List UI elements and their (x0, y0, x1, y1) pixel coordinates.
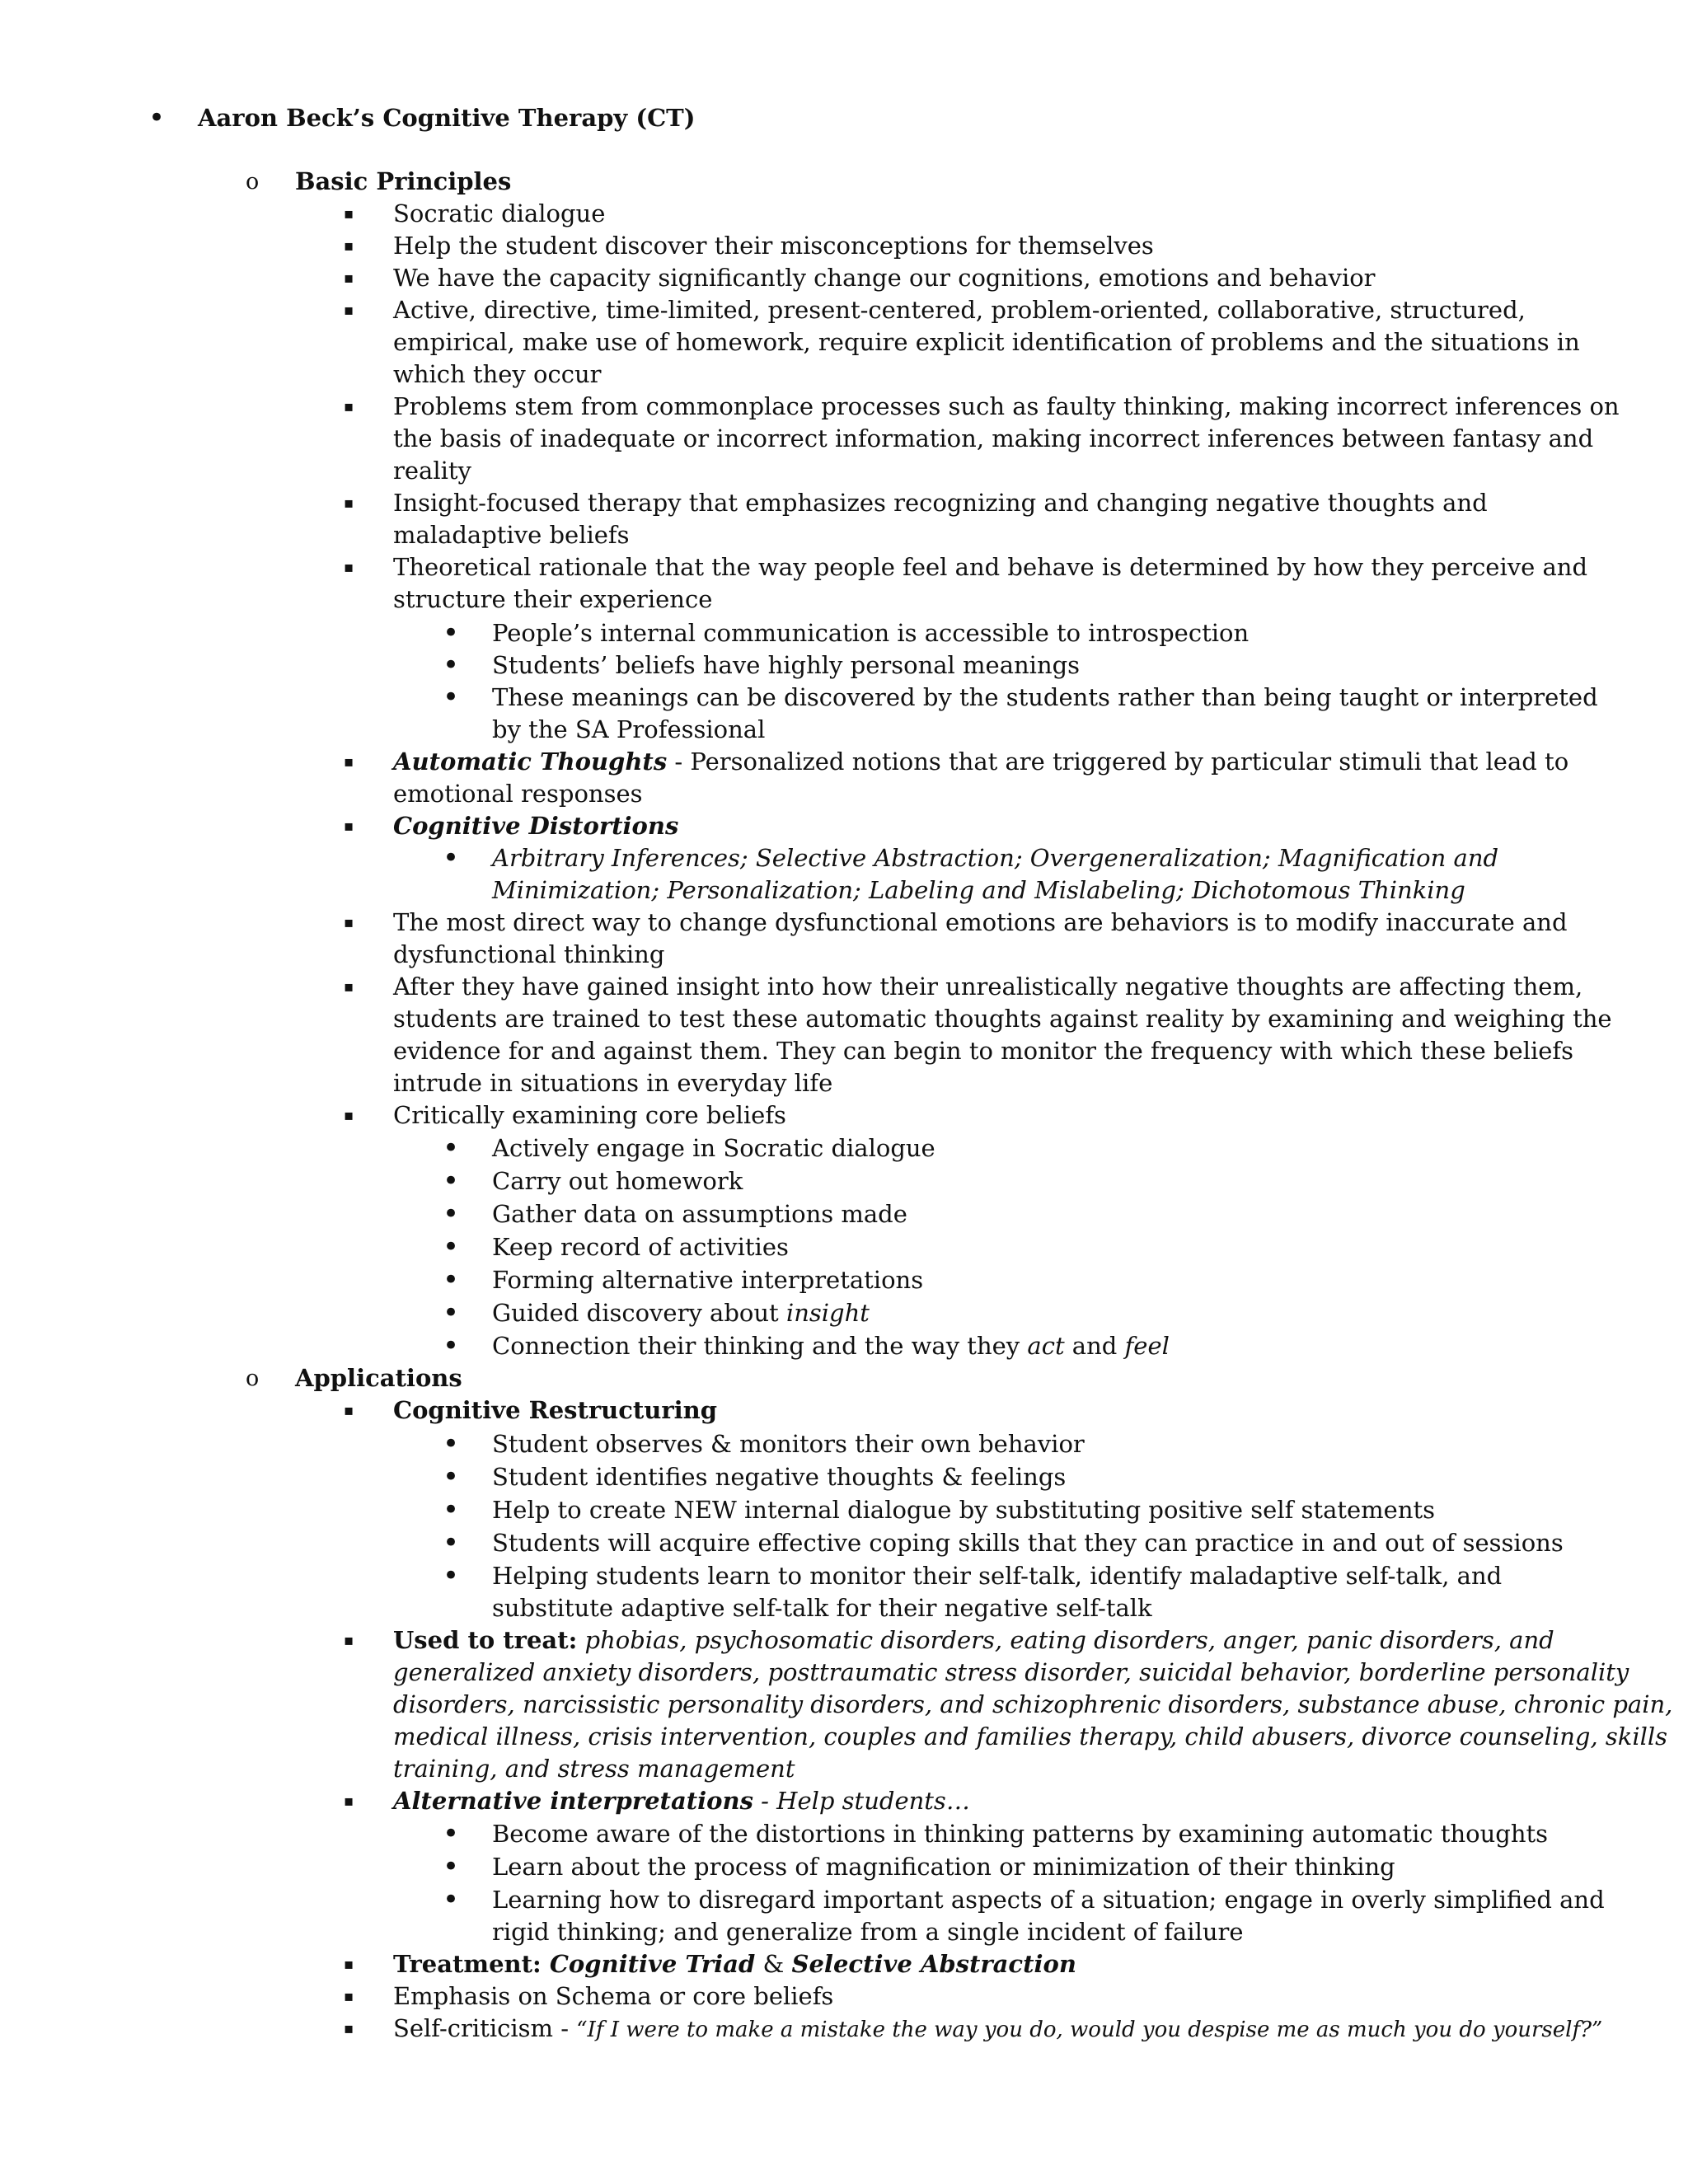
bullet-marker: • (443, 681, 460, 714)
text-run: Guided discovery about (492, 1299, 786, 1327)
bullet-marker: • (443, 1427, 460, 1460)
sub-list-item-guided-discovery (492, 1297, 870, 1329)
list-item: Socratic dialogue (393, 199, 606, 227)
square-marker: ▪ (344, 1793, 354, 1810)
square-marker: ▪ (344, 302, 354, 319)
square-marker: ▪ (344, 237, 354, 255)
term-selective-abstraction: Selective Abstraction (791, 1950, 1076, 1978)
square-marker: ▪ (344, 818, 354, 835)
bullet-marker: • (148, 101, 166, 134)
list-item: Help the student discover their misconceptions for themselves (393, 232, 1154, 260)
bullet-marker: • (443, 616, 460, 649)
section-heading-basic-principles: Basic Principles (295, 167, 512, 195)
document-title: Aaron Beck’s Cognitive Therapy (CT) (198, 104, 696, 132)
bullet-marker: • (443, 1197, 460, 1230)
label-self-criticism: Self-criticism - (393, 2014, 577, 2042)
term-alternative-interpretations: Alternative interpretations (393, 1787, 753, 1815)
text-run: phobias, psychosomatic disorders, eating disorders, anger, panic disorders, and (577, 1626, 1554, 1654)
square-marker: ▪ (344, 1402, 354, 1419)
emphasis-act: act (1027, 1332, 1065, 1360)
list-item: The most direct way to change dysfunctional emotions are behaviors is to modify inaccurate and (393, 908, 1568, 936)
bullet-marker: • (443, 1263, 460, 1296)
list-item-continuation: students are trained to test these automatic thoughts against reality by examining and weighing the (393, 1005, 1612, 1033)
square-marker: ▪ (344, 1988, 354, 2005)
list-item-continuation: the basis of inadequate or incorrect information, making incorrect inferences between fantasy and (393, 424, 1594, 452)
bullet-marker: • (443, 1526, 460, 1559)
list-item: Problems stem from commonplace processes such as faulty thinking, making incorrect inferences on (393, 392, 1620, 420)
emphasis-insight: insight (785, 1299, 870, 1327)
bullet-marker: • (443, 1559, 460, 1592)
list-item-continuation: structure their experience (393, 585, 713, 613)
sub-list-item: Become aware of the distortions in thinking patterns by examining automatic thoughts (492, 1820, 1549, 1848)
bullet-marker: • (443, 1329, 460, 1362)
bullet-marker: • (443, 1850, 460, 1883)
text-run: Connection their thinking and the way they (492, 1332, 1028, 1360)
list-item: Active, directive, time-limited, present-centered, problem-oriented, collaborative, structured, (393, 296, 1526, 324)
label-treatment: Treatment: (393, 1950, 550, 1978)
sub-list-item: Forming alternative interpretations (492, 1266, 924, 1294)
quote: “If I were to make a mistake the way you do, would you despise me as much you do yourself?” (576, 2018, 1603, 2042)
sub-list-item: Students will acquire effective coping skills that they can practice in and out of sessions (492, 1529, 1564, 1557)
subheading-cognitive-restructuring: Cognitive Restructuring (393, 1396, 718, 1424)
list-item-continuation: disorders, narcissistic personality disorders, and schizophrenic disorders, substance abuse, chronic pain, (393, 1690, 1673, 1718)
bullet-marker: • (443, 1883, 460, 1916)
square-marker: ▪ (344, 1107, 354, 1124)
list-item-continuation: empirical, make use of homework, require explicit identification of problems and the situations in (393, 328, 1580, 356)
list-item-continuation: intrude in situations in everyday life (393, 1069, 833, 1097)
sub-list-item-continuation: rigid thinking; and generalize from a single incident of failure (492, 1918, 1244, 1946)
sub-list-item: Actively engage in Socratic dialogue (492, 1134, 935, 1162)
bullet-marker: • (443, 1493, 460, 1526)
bullet-marker: • (443, 649, 460, 682)
text-run: - Help students… (753, 1787, 970, 1815)
list-item-alternative-interpretations (393, 1785, 970, 1817)
sub-list-item-continuation: substitute adaptive self-talk for their negative self-talk (492, 1594, 1152, 1622)
square-marker: ▪ (344, 494, 354, 512)
sub-list-item: Learning how to disregard important aspects of a situation; engage in overly simplified and (492, 1886, 1605, 1914)
sub-list-item-continuation: by the SA Professional (492, 715, 766, 743)
bullet-marker: • (443, 841, 460, 874)
sub-list-item: Carry out homework (492, 1167, 743, 1195)
emphasis-feel: feel (1124, 1332, 1170, 1360)
list-item: Insight-focused therapy that emphasizes recognizing and changing negative thoughts and (393, 489, 1488, 517)
label-used-to-treat: Used to treat: (393, 1626, 578, 1654)
list-item-self-criticism (393, 2013, 1602, 2046)
list-item: Critically examining core beliefs (393, 1101, 786, 1129)
square-marker: ▪ (344, 269, 354, 287)
square-marker: ▪ (344, 2020, 354, 2037)
term-automatic-thoughts: Automatic Thoughts (393, 748, 668, 776)
square-marker: ▪ (344, 1956, 354, 1973)
sub-list-item: Keep record of activities (492, 1233, 789, 1261)
list-item: After they have gained insight into how their unrealistically negative thoughts are affecting them, (393, 972, 1583, 1001)
sub-list-item: Learn about the process of magnification or minimization of their thinking (492, 1853, 1395, 1881)
list-item: We have the capacity significantly change our cognitions, emotions and behavior (393, 264, 1376, 292)
square-marker: ▪ (344, 978, 354, 996)
square-marker: ▪ (344, 753, 354, 771)
list-item-continuation: maladaptive beliefs (393, 521, 630, 549)
bullet-marker: • (443, 1165, 460, 1197)
circle-marker: o (246, 169, 260, 194)
sub-list-item: Gather data on assumptions made (492, 1200, 907, 1228)
sub-list-item: Helping students learn to monitor their self-talk, identify maladaptive self-talk, and (492, 1562, 1503, 1590)
sub-list-item-connection (492, 1330, 1170, 1362)
list-item-continuation: evidence for and against them. They can begin to monitor the frequency with which these beliefs (393, 1037, 1574, 1065)
text-run: & (755, 1950, 792, 1978)
list-item-continuation: medical illness, crisis intervention, couples and families therapy, child abusers, divorce counseling, skills (393, 1722, 1668, 1750)
list-item-continuation: emotional responses (393, 780, 643, 808)
list-item-continuation: which they occur (393, 360, 602, 388)
bullet-marker: • (443, 1460, 460, 1493)
square-marker: ▪ (344, 559, 354, 576)
sub-list-item: Arbitrary Inferences; Selective Abstraction; Overgeneralization; Magnification and (492, 844, 1499, 872)
square-marker: ▪ (344, 205, 354, 223)
square-marker: ▪ (344, 1632, 354, 1649)
list-item: Emphasis on Schema or core beliefs (393, 1982, 834, 2010)
sub-list-item: Student identifies negative thoughts & feelings (492, 1463, 1067, 1491)
term-definition: - Personalized notions that are triggered by particular stimuli that lead to (667, 748, 1569, 776)
term-cognitive-triad: Cognitive Triad (549, 1950, 756, 1978)
list-item-used-to-treat (393, 1624, 1554, 1657)
section-heading-applications: Applications (295, 1364, 462, 1392)
list-item-continuation: generalized anxiety disorders, posttraumatic stress disorder, suicidal behavior, borderline personality (393, 1658, 1629, 1686)
bullet-marker: • (443, 1296, 460, 1329)
square-marker: ▪ (344, 398, 354, 415)
circle-marker: o (246, 1366, 260, 1391)
sub-list-item-continuation: Minimization; Personalization; Labeling and Mislabeling; Dichotomous Thinking (492, 876, 1465, 904)
square-marker: ▪ (344, 914, 354, 931)
list-item-continuation: dysfunctional thinking (393, 940, 665, 968)
list-item-treatment (393, 1948, 1076, 1980)
bullet-marker: • (443, 1817, 460, 1850)
sub-list-item: Help to create NEW internal dialogue by substituting positive self statements (492, 1496, 1436, 1524)
bullet-marker: • (443, 1132, 460, 1165)
term-cognitive-distortions: Cognitive Distortions (393, 812, 679, 840)
sub-list-item: Students’ beliefs have highly personal meanings (492, 651, 1081, 679)
sub-list-item: Student observes & monitors their own behavior (492, 1430, 1085, 1458)
sub-list-item: These meanings can be discovered by the students rather than being taught or interpreted (492, 683, 1598, 711)
bullet-marker: • (443, 1230, 460, 1263)
sub-list-item: People’s internal communication is accessible to introspection (492, 619, 1250, 647)
list-item-automatic-thoughts (393, 746, 1568, 778)
text-run: and (1064, 1332, 1125, 1360)
list-item-continuation: training, and stress management (393, 1755, 795, 1783)
list-item: Theoretical rationale that the way people feel and behave is determined by how they perceive and (393, 553, 1588, 581)
list-item-continuation: reality (393, 457, 471, 485)
